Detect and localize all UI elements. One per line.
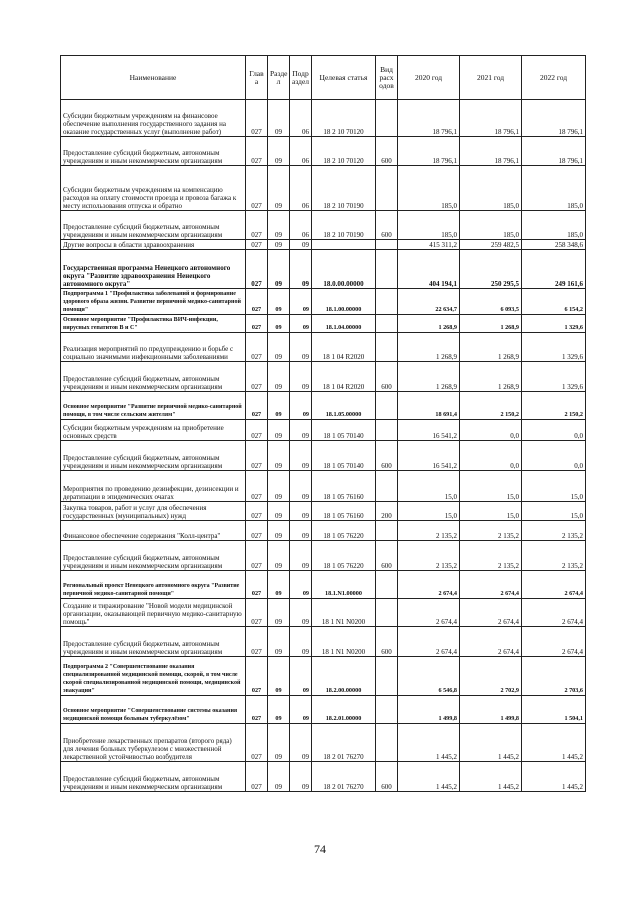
row-value-2021: 6 093,5 (460, 289, 522, 315)
row-value-2021: 18 796,1 (460, 100, 522, 137)
row-subsection: 09 (290, 696, 312, 724)
row-value-2022: 185,0 (522, 211, 586, 240)
row-name: Предоставление субсидий бюджетным, автономным учреждениям и иным некоммерческим организациям (61, 362, 246, 392)
table-row (61, 392, 586, 420)
row-value-2020: 18 796,1 (398, 137, 460, 166)
row-name: Закупка товаров, работ и услуг для обеспечения государственных (муниципальных) нужд (61, 502, 246, 521)
row-value-2020: 185,0 (398, 211, 460, 240)
table-row (61, 441, 586, 471)
header-subsection: Подр аздел (290, 56, 312, 100)
row-value-2022: 2 703,6 (522, 657, 586, 696)
row-section: 09 (268, 502, 290, 521)
row-value-2021: 1 445,2 (460, 762, 522, 792)
table-row (61, 627, 586, 657)
table-row (61, 762, 586, 792)
row-expense-type (376, 250, 398, 289)
row-target-article: 18.2.01.00000 (312, 696, 376, 724)
row-section: 09 (268, 250, 290, 289)
row-value-2020: 15,0 (398, 502, 460, 521)
table-row (61, 240, 586, 250)
row-value-2020: 2 674,4 (398, 571, 460, 599)
row-value-2021: 15,0 (460, 471, 522, 502)
budget-table (60, 55, 586, 792)
header-section: Разде л (268, 56, 290, 100)
row-value-2020: 15,0 (398, 471, 460, 502)
table-row (61, 420, 586, 441)
row-value-2020: 1 445,2 (398, 724, 460, 762)
header-name: Наименование (61, 56, 246, 100)
row-value-2020: 415 311,2 (398, 240, 460, 250)
header-year-2022: 2022 год (522, 56, 586, 100)
row-expense-type: 600 (376, 541, 398, 571)
row-chapter: 027 (246, 502, 268, 521)
row-target-article: 18.1.00.00000 (312, 289, 376, 315)
row-subsection: 06 (290, 211, 312, 240)
row-expense-type (376, 289, 398, 315)
row-target-article: 18 1 04 R2020 (312, 333, 376, 362)
row-name: Государственная программа Ненецкого автономного округа "Развитие здравоохранения Ненецкого автономного округа" (61, 250, 246, 289)
row-subsection: 09 (290, 315, 312, 333)
row-value-2020: 404 194,1 (398, 250, 460, 289)
row-subsection: 09 (290, 240, 312, 250)
row-section: 09 (268, 315, 290, 333)
row-value-2021: 2 150,2 (460, 392, 522, 420)
row-value-2021: 1 268,9 (460, 315, 522, 333)
row-subsection: 09 (290, 250, 312, 289)
row-name: Основное мероприятие "Развитие первичной медико-санитарной помощи, в том числе сельским жителям" (61, 392, 246, 420)
row-expense-type: 600 (376, 137, 398, 166)
row-expense-type: 600 (376, 362, 398, 392)
row-name: Субсидии бюджетным учреждениям на компенсацию расходов на оплату стоимости проезда и провоза багажа к месту использования отпуска и обратно (61, 166, 246, 211)
table-header-row (61, 56, 586, 100)
row-name: Реализация мероприятий по предупреждению и борьбе с социально значимыми инфекционными заболеваниями (61, 333, 246, 362)
table-row (61, 315, 586, 333)
row-value-2021: 2 135,2 (460, 541, 522, 571)
row-target-article: 18 1 N1 N0200 (312, 599, 376, 627)
row-subsection: 09 (290, 441, 312, 471)
row-target-article: 18 1 05 76160 (312, 471, 376, 502)
table-row (61, 137, 586, 166)
row-chapter: 027 (246, 599, 268, 627)
row-chapter: 027 (246, 420, 268, 441)
row-chapter: 027 (246, 137, 268, 166)
row-value-2022: 18 796,1 (522, 137, 586, 166)
row-value-2022: 2 135,2 (522, 521, 586, 541)
row-value-2021: 185,0 (460, 166, 522, 211)
row-section: 09 (268, 571, 290, 599)
row-section: 09 (268, 137, 290, 166)
row-value-2020: 2 674,4 (398, 627, 460, 657)
row-section: 09 (268, 100, 290, 137)
row-value-2022: 18 796,1 (522, 100, 586, 137)
table-row (61, 502, 586, 521)
table-row (61, 599, 586, 627)
row-name: Региональный проект Ненецкого автономного округа "Развитие первичной медико-санитарной помощи" (61, 571, 246, 599)
row-chapter: 027 (246, 289, 268, 315)
table-row (61, 521, 586, 541)
table-row (61, 333, 586, 362)
row-subsection: 09 (290, 289, 312, 315)
header-chapter: Глав а (246, 56, 268, 100)
row-name: Другие вопросы в области здравоохранения (61, 240, 246, 250)
row-value-2022: 1 445,2 (522, 724, 586, 762)
row-name: Создание и тиражирование "Новой модели медицинской организации, оказывающей первичную медико-санитарную помощь" (61, 599, 246, 627)
row-target-article: 18 2 10 70120 (312, 137, 376, 166)
row-chapter: 027 (246, 441, 268, 471)
row-chapter: 027 (246, 657, 268, 696)
row-value-2022: 2 150,2 (522, 392, 586, 420)
row-value-2020: 1 268,9 (398, 333, 460, 362)
row-chapter: 027 (246, 250, 268, 289)
row-chapter: 027 (246, 724, 268, 762)
page-number: 74 (314, 842, 326, 856)
row-value-2020: 16 541,2 (398, 420, 460, 441)
row-expense-type (376, 657, 398, 696)
row-chapter: 027 (246, 541, 268, 571)
table-row (61, 166, 586, 211)
row-chapter: 027 (246, 392, 268, 420)
row-expense-type (376, 100, 398, 137)
row-value-2022: 0,0 (522, 441, 586, 471)
row-subsection: 09 (290, 571, 312, 599)
row-value-2021: 18 796,1 (460, 137, 522, 166)
row-value-2022: 15,0 (522, 471, 586, 502)
row-name: Приобретение лекарственных препаратов (второго ряда) для лечения больных туберкулезом с множественной лекарственной устойчивостью возбудителя (61, 724, 246, 762)
row-value-2022: 2 674,4 (522, 571, 586, 599)
header-year-2020: 2020 год (398, 56, 460, 100)
row-subsection: 06 (290, 137, 312, 166)
row-expense-type: 600 (376, 211, 398, 240)
row-chapter: 027 (246, 627, 268, 657)
row-section: 09 (268, 333, 290, 362)
row-chapter: 027 (246, 762, 268, 792)
row-value-2021: 0,0 (460, 441, 522, 471)
row-subsection: 06 (290, 100, 312, 137)
row-subsection: 09 (290, 724, 312, 762)
row-value-2022: 249 161,6 (522, 250, 586, 289)
row-expense-type: 600 (376, 627, 398, 657)
row-value-2021: 1 445,2 (460, 724, 522, 762)
row-chapter: 027 (246, 100, 268, 137)
row-name: Подпрограмма 1 "Профилактика заболеваний и формирование здорового образа жизни. Развитие первичной медико-санитарной помощи" (61, 289, 246, 315)
row-expense-type (376, 571, 398, 599)
row-chapter: 027 (246, 333, 268, 362)
row-section: 09 (268, 696, 290, 724)
row-target-article: 18 1 N1 N0200 (312, 627, 376, 657)
row-value-2020: 6 546,8 (398, 657, 460, 696)
row-chapter: 027 (246, 211, 268, 240)
row-value-2021: 2 674,4 (460, 599, 522, 627)
row-name: Предоставление субсидий бюджетным, автономным учреждениям и иным некоммерческим организациям (61, 137, 246, 166)
row-value-2021: 15,0 (460, 502, 522, 521)
row-subsection: 09 (290, 627, 312, 657)
row-value-2021: 2 135,2 (460, 521, 522, 541)
row-subsection: 09 (290, 541, 312, 571)
row-section: 09 (268, 441, 290, 471)
row-section: 09 (268, 724, 290, 762)
row-value-2022: 2 674,4 (522, 627, 586, 657)
table-row (61, 250, 586, 289)
row-section: 09 (268, 599, 290, 627)
row-value-2022: 1 504,1 (522, 696, 586, 724)
row-name: Финансовое обеспечение содержания "Колл-центра" (61, 521, 246, 541)
table-row (61, 289, 586, 315)
row-chapter: 027 (246, 315, 268, 333)
row-value-2020: 2 135,2 (398, 541, 460, 571)
row-value-2020: 2 674,4 (398, 599, 460, 627)
row-section: 09 (268, 657, 290, 696)
row-name: Предоставление субсидий бюджетным, автономным учреждениям и иным некоммерческим организациям (61, 541, 246, 571)
row-value-2021: 185,0 (460, 211, 522, 240)
row-value-2022: 258 348,6 (522, 240, 586, 250)
row-value-2021: 259 482,5 (460, 240, 522, 250)
row-expense-type (376, 392, 398, 420)
row-subsection: 09 (290, 392, 312, 420)
row-value-2022: 1 329,6 (522, 333, 586, 362)
row-name: Мероприятия по проведению дезинфекции, дезинсекции и дератизации в эпидемических очагах (61, 471, 246, 502)
row-target-article: 18 2 01 76270 (312, 724, 376, 762)
table-row (61, 696, 586, 724)
row-value-2020: 185,0 (398, 166, 460, 211)
row-section: 09 (268, 166, 290, 211)
row-chapter: 027 (246, 521, 268, 541)
row-expense-type (376, 599, 398, 627)
table-row (61, 541, 586, 571)
row-section: 09 (268, 211, 290, 240)
row-target-article: 18 2 10 70120 (312, 100, 376, 137)
row-value-2022: 2 135,2 (522, 541, 586, 571)
row-section: 09 (268, 471, 290, 502)
row-name: Предоставление субсидий бюджетным, автономным учреждениям и иным некоммерческим организациям (61, 441, 246, 471)
row-name: Основное мероприятие "Совершенствование системы оказания медицинской помощи больным туберкулёзом" (61, 696, 246, 724)
table-row (61, 362, 586, 392)
row-name: Предоставление субсидий бюджетным, автономным учреждениям и иным некоммерческим организациям (61, 627, 246, 657)
row-target-article: 18.1.04.00000 (312, 315, 376, 333)
row-value-2020: 1 445,2 (398, 762, 460, 792)
table-row (61, 724, 586, 762)
row-expense-type (376, 420, 398, 441)
header-expense-type: Вид расх одов (376, 56, 398, 100)
row-value-2020: 22 634,7 (398, 289, 460, 315)
row-value-2022: 2 674,4 (522, 599, 586, 627)
row-value-2022: 15,0 (522, 502, 586, 521)
row-value-2022: 1 445,2 (522, 762, 586, 792)
row-name: Предоставление субсидий бюджетным, автономным учреждениям и иным некоммерческим организациям (61, 211, 246, 240)
row-target-article: 18 1 05 76220 (312, 521, 376, 541)
row-chapter: 027 (246, 362, 268, 392)
row-section: 09 (268, 362, 290, 392)
row-chapter: 027 (246, 696, 268, 724)
row-subsection: 09 (290, 762, 312, 792)
row-subsection: 09 (290, 599, 312, 627)
row-subsection: 09 (290, 502, 312, 521)
row-value-2022: 185,0 (522, 166, 586, 211)
row-target-article: 18.1.05.00000 (312, 392, 376, 420)
row-section: 09 (268, 420, 290, 441)
row-chapter: 027 (246, 166, 268, 211)
row-value-2020: 18 796,1 (398, 100, 460, 137)
row-name: Субсидии бюджетным учреждениям на приобретение основных средств (61, 420, 246, 441)
row-target-article: 18.2.00.00000 (312, 657, 376, 696)
row-section: 09 (268, 521, 290, 541)
table-row (61, 471, 586, 502)
table-row (61, 657, 586, 696)
row-target-article: 18 2 10 70190 (312, 166, 376, 211)
header-year-2021: 2021 год (460, 56, 522, 100)
row-name: Предоставление субсидий бюджетным, автономным учреждениям и иным некоммерческим организациям (61, 762, 246, 792)
table-row (61, 571, 586, 599)
row-name: Субсидии бюджетным учреждениям на финансовое обеспечение выполнения государственного задания на оказание государственных услуг (выполнение работ) (61, 100, 246, 137)
row-chapter: 027 (246, 571, 268, 599)
row-name: Основное мероприятие "Профилактика ВИЧ-инфекции, вирусных гепатитов В и С" (61, 315, 246, 333)
row-expense-type: 600 (376, 762, 398, 792)
row-value-2020: 1 499,8 (398, 696, 460, 724)
row-target-article: 18 1 05 70140 (312, 441, 376, 471)
row-section: 09 (268, 762, 290, 792)
row-section: 09 (268, 392, 290, 420)
row-value-2021: 0,0 (460, 420, 522, 441)
row-target-article: 18 1 05 70140 (312, 420, 376, 441)
row-value-2020: 16 541,2 (398, 441, 460, 471)
row-expense-type (376, 696, 398, 724)
row-subsection: 09 (290, 657, 312, 696)
row-value-2021: 2 702,9 (460, 657, 522, 696)
row-expense-type (376, 521, 398, 541)
row-expense-type (376, 333, 398, 362)
row-target-article: 18 1 05 76160 (312, 502, 376, 521)
row-value-2020: 18 691,4 (398, 392, 460, 420)
row-subsection: 09 (290, 521, 312, 541)
row-section: 09 (268, 240, 290, 250)
header-target-article: Целевая статья (312, 56, 376, 100)
row-value-2021: 1 268,9 (460, 362, 522, 392)
row-target-article (312, 240, 376, 250)
row-value-2020: 2 135,2 (398, 521, 460, 541)
row-target-article: 18 2 10 70190 (312, 211, 376, 240)
row-value-2020: 1 268,9 (398, 362, 460, 392)
row-name: Подпрограмма 2 "Совершенствование оказания специализированной медицинской помощи, скорой, в том числе скорой специализированной медицинской помощи, медицинской эвакуации" (61, 657, 246, 696)
row-value-2022: 1 329,6 (522, 362, 586, 392)
row-target-article: 18.1.N1.00000 (312, 571, 376, 599)
table-row (61, 100, 586, 137)
row-expense-type (376, 166, 398, 211)
row-expense-type: 600 (376, 441, 398, 471)
row-expense-type (376, 315, 398, 333)
row-subsection: 09 (290, 333, 312, 362)
row-target-article: 18 2 01 76270 (312, 762, 376, 792)
row-subsection: 09 (290, 362, 312, 392)
row-target-article: 18.0.00.00000 (312, 250, 376, 289)
row-expense-type (376, 240, 398, 250)
row-expense-type (376, 724, 398, 762)
row-chapter: 027 (246, 240, 268, 250)
row-expense-type: 200 (376, 502, 398, 521)
row-expense-type (376, 471, 398, 502)
row-value-2021: 250 295,5 (460, 250, 522, 289)
row-value-2021: 2 674,4 (460, 627, 522, 657)
row-value-2020: 1 268,9 (398, 315, 460, 333)
row-value-2022: 0,0 (522, 420, 586, 441)
row-value-2022: 1 329,6 (522, 315, 586, 333)
row-section: 09 (268, 289, 290, 315)
row-subsection: 06 (290, 166, 312, 211)
table-row (61, 211, 586, 240)
row-chapter: 027 (246, 471, 268, 502)
row-value-2021: 2 674,4 (460, 571, 522, 599)
row-subsection: 09 (290, 471, 312, 502)
row-subsection: 09 (290, 420, 312, 441)
row-section: 09 (268, 541, 290, 571)
row-target-article: 18 1 04 R2020 (312, 362, 376, 392)
row-value-2021: 1 499,8 (460, 696, 522, 724)
row-value-2022: 6 154,2 (522, 289, 586, 315)
row-section: 09 (268, 627, 290, 657)
row-target-article: 18 1 05 76220 (312, 541, 376, 571)
row-value-2021: 1 268,9 (460, 333, 522, 362)
